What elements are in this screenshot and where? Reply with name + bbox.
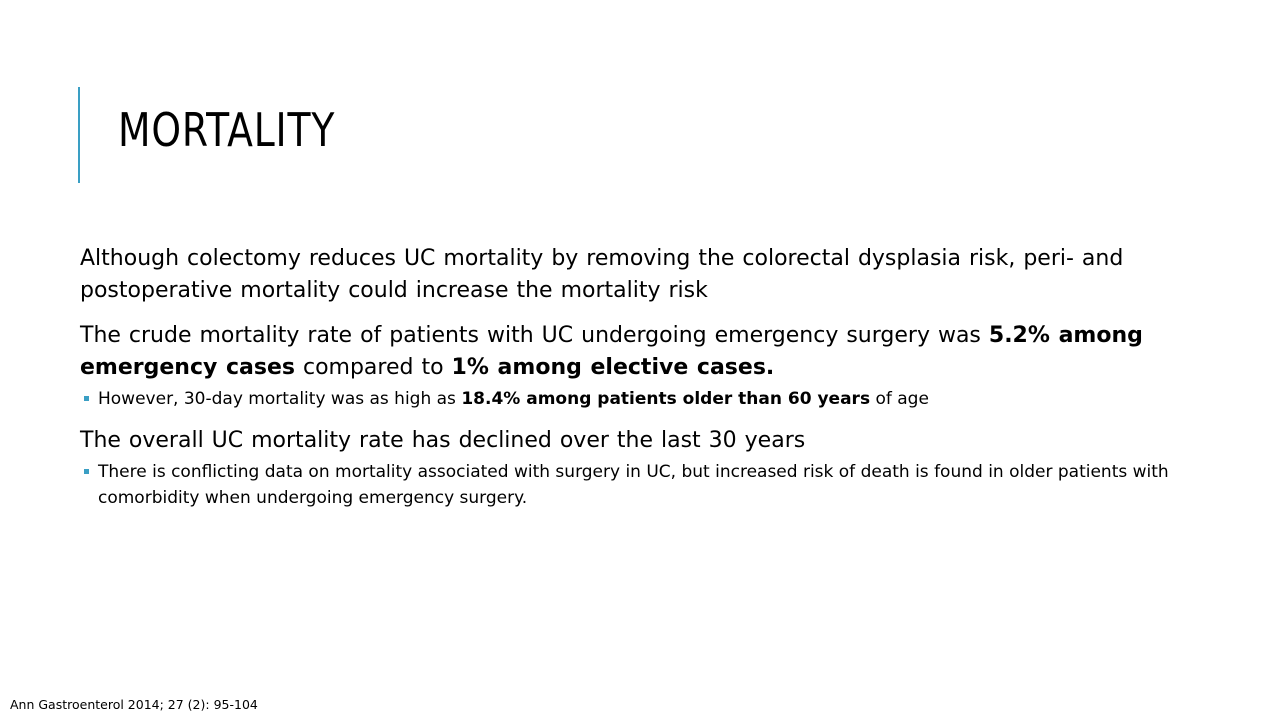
emergency-rate-bold: 5.2% among emergency cases (80, 323, 1143, 380)
title-accent-bar (78, 87, 80, 183)
citation: Ann Gastroenterol 2014; 27 (2): 95-104 (10, 697, 258, 712)
crude-mortality-text-2: compared to (294, 355, 452, 380)
elective-rate-bold: 1% among elective cases. (451, 355, 775, 380)
slide-title: MORTALITY (118, 103, 336, 157)
sub2-text: There is conflicting data on mortality associated with surgery in UC, but increased risk of death is found in older patients with comorbidity when undergoing emergency surgery. (98, 462, 1169, 508)
slide-body (80, 243, 1190, 511)
bullet-square-icon (84, 469, 89, 474)
sub1-text-1: However, 30-day mortality was as high as (98, 389, 462, 409)
sub1-text-2: of age (870, 389, 929, 409)
sub1-bold: 18.4% among patients older than 60 years (461, 389, 871, 409)
paragraph-overall-mortality: The overall UC mortality rate has declined over the last 30 years (80, 428, 806, 453)
crude-mortality-text-1: The crude mortality rate of patients with UC undergoing emergency surgery was (80, 323, 989, 348)
paragraph-colectomy: Although colectomy reduces UC mortality by removing the colorectal dysplasia risk, peri- and postoperative mortality could increase the mortality risk (80, 246, 1124, 303)
bullet-square-icon (84, 396, 89, 401)
sub-bullet-30-day-mortality (80, 386, 1190, 412)
sub-bullet-conflicting-data (80, 459, 1190, 511)
paragraph-crude-mortality (80, 320, 1190, 384)
